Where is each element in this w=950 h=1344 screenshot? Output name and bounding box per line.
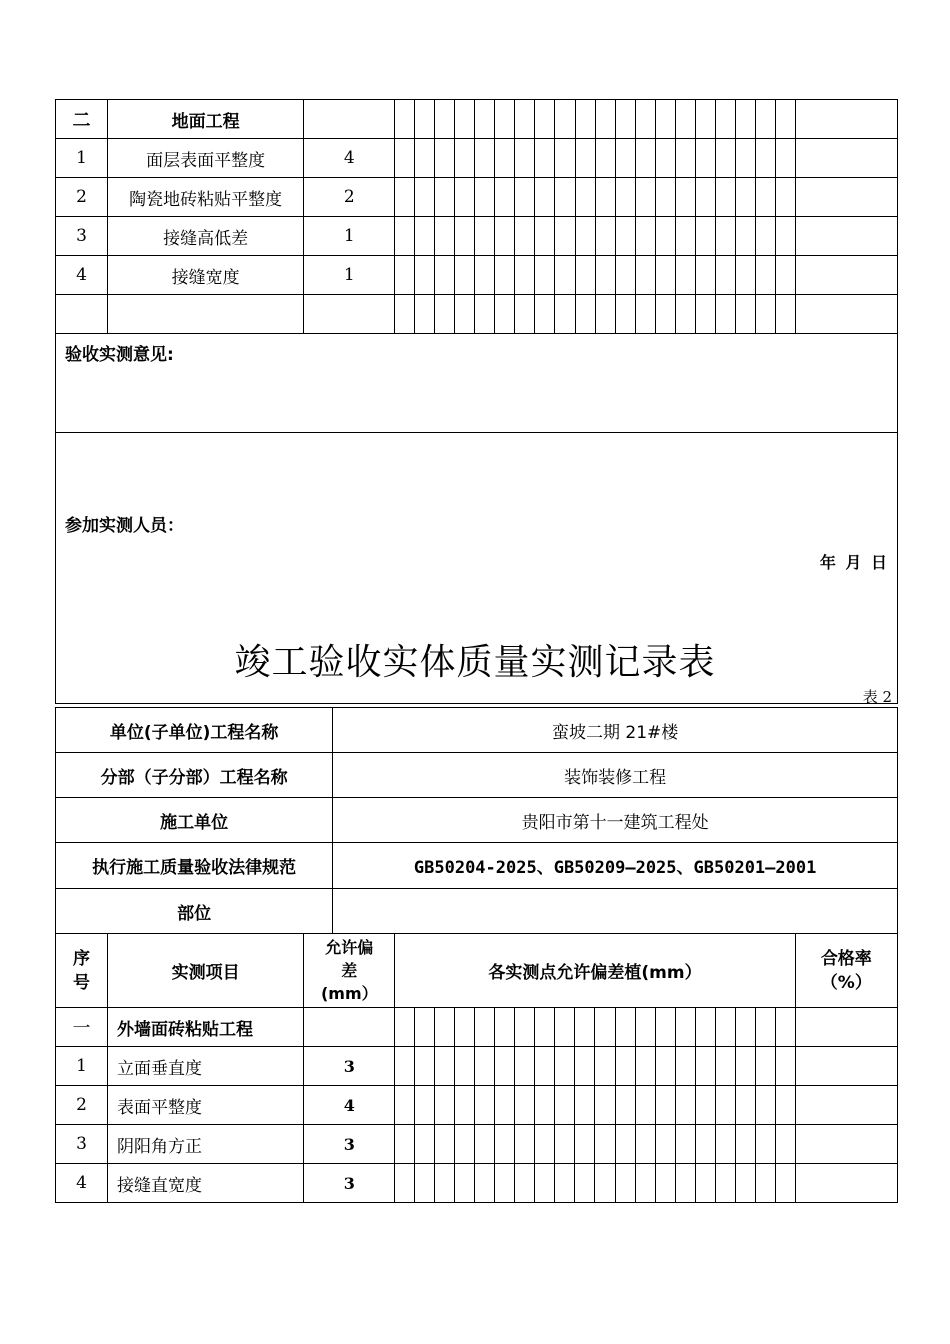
- item-tolerance: 4: [304, 1086, 395, 1125]
- table-number: 表 2: [862, 688, 892, 706]
- item-no: 3: [56, 1125, 108, 1164]
- section-row: [56, 1008, 898, 1047]
- item-name: 阴阳角方正: [108, 1125, 304, 1164]
- item-tolerance: 3: [304, 1125, 395, 1164]
- table-row: [56, 1086, 898, 1125]
- header-tolerance: 允许偏差(mm）: [304, 934, 395, 1008]
- section-index: 一: [56, 1008, 108, 1047]
- empty-row: [56, 295, 898, 334]
- ground-works-table: [55, 99, 898, 704]
- info-row: [56, 753, 898, 798]
- unit-name-value: 蛮坡二期 21#楼: [333, 708, 898, 753]
- header-pass-rate: 合格率（%）: [795, 934, 897, 1008]
- opinion-row: [56, 334, 898, 433]
- division-label: 分部（子分部）工程名称: [56, 753, 333, 798]
- table-row: [56, 217, 898, 256]
- tolerance-cell: [304, 100, 395, 139]
- location-label: 部位: [56, 889, 333, 934]
- header-row: [56, 934, 898, 1008]
- item-name: 接缝直宽度: [108, 1164, 304, 1203]
- contractor-label: 施工单位: [56, 798, 333, 843]
- record-table: [55, 707, 898, 1203]
- item-name: 接缝宽度: [108, 256, 304, 295]
- table-row: [56, 1125, 898, 1164]
- item-no: 2: [56, 178, 108, 217]
- tolerance-cell: [304, 1008, 395, 1047]
- item-no: 1: [56, 1047, 108, 1086]
- unit-name-label: 单位(子单位)工程名称: [56, 708, 333, 753]
- pass-rate-cell: [795, 1008, 897, 1047]
- info-row: [56, 708, 898, 753]
- pass-rate-cell: [795, 100, 897, 139]
- item-no: 1: [56, 139, 108, 178]
- item-no: 4: [56, 256, 108, 295]
- header-no: 序号: [56, 934, 108, 1008]
- standard-value: GB50204-2025、GB50209—2025、GB50201—2001: [333, 843, 898, 889]
- section-title: 地面工程: [108, 100, 304, 139]
- table-row: [56, 1047, 898, 1086]
- contractor-value: 贵阳市第十一建筑工程处: [333, 798, 898, 843]
- item-name: 表面平整度: [108, 1086, 304, 1125]
- item-no: 4: [56, 1164, 108, 1203]
- item-name: 立面垂直度: [108, 1047, 304, 1086]
- header-points: 各实测点允许偏差植(mm）: [395, 934, 795, 1008]
- item-tolerance: 1: [304, 256, 395, 295]
- table-row: [56, 178, 898, 217]
- info-row: [56, 798, 898, 843]
- participants-label: 参加实测人员：: [65, 516, 184, 536]
- section-row: [56, 100, 898, 139]
- info-row: [56, 843, 898, 889]
- standard-label: 执行施工质量验收法律规范: [56, 843, 333, 889]
- opinion-label: 验收实测意见:: [65, 345, 174, 365]
- item-tolerance: 3: [304, 1047, 395, 1086]
- opinion-cell: [56, 334, 898, 433]
- section-title: 外墙面砖粘贴工程: [108, 1008, 304, 1047]
- section-index: 二: [56, 100, 108, 139]
- table-row: [56, 1164, 898, 1203]
- item-tolerance: 2: [304, 178, 395, 217]
- table-row: [56, 256, 898, 295]
- item-no: 3: [56, 217, 108, 256]
- info-row: [56, 889, 898, 934]
- item-no: 2: [56, 1086, 108, 1125]
- document-title: 竣工验收实体质量实测记录表: [234, 642, 716, 683]
- item-tolerance: 4: [304, 139, 395, 178]
- item-name: 面层表面平整度: [108, 139, 304, 178]
- item-name: 陶瓷地砖粘贴平整度: [108, 178, 304, 217]
- division-value: 装饰装修工程: [333, 753, 898, 798]
- table-row: [56, 139, 898, 178]
- header-item: 实测项目: [108, 934, 304, 1008]
- location-value: [333, 889, 898, 934]
- item-name: 接缝高低差: [108, 217, 304, 256]
- item-tolerance: 3: [304, 1164, 395, 1203]
- item-tolerance: 1: [304, 217, 395, 256]
- date-label: 年 月 日: [819, 553, 889, 572]
